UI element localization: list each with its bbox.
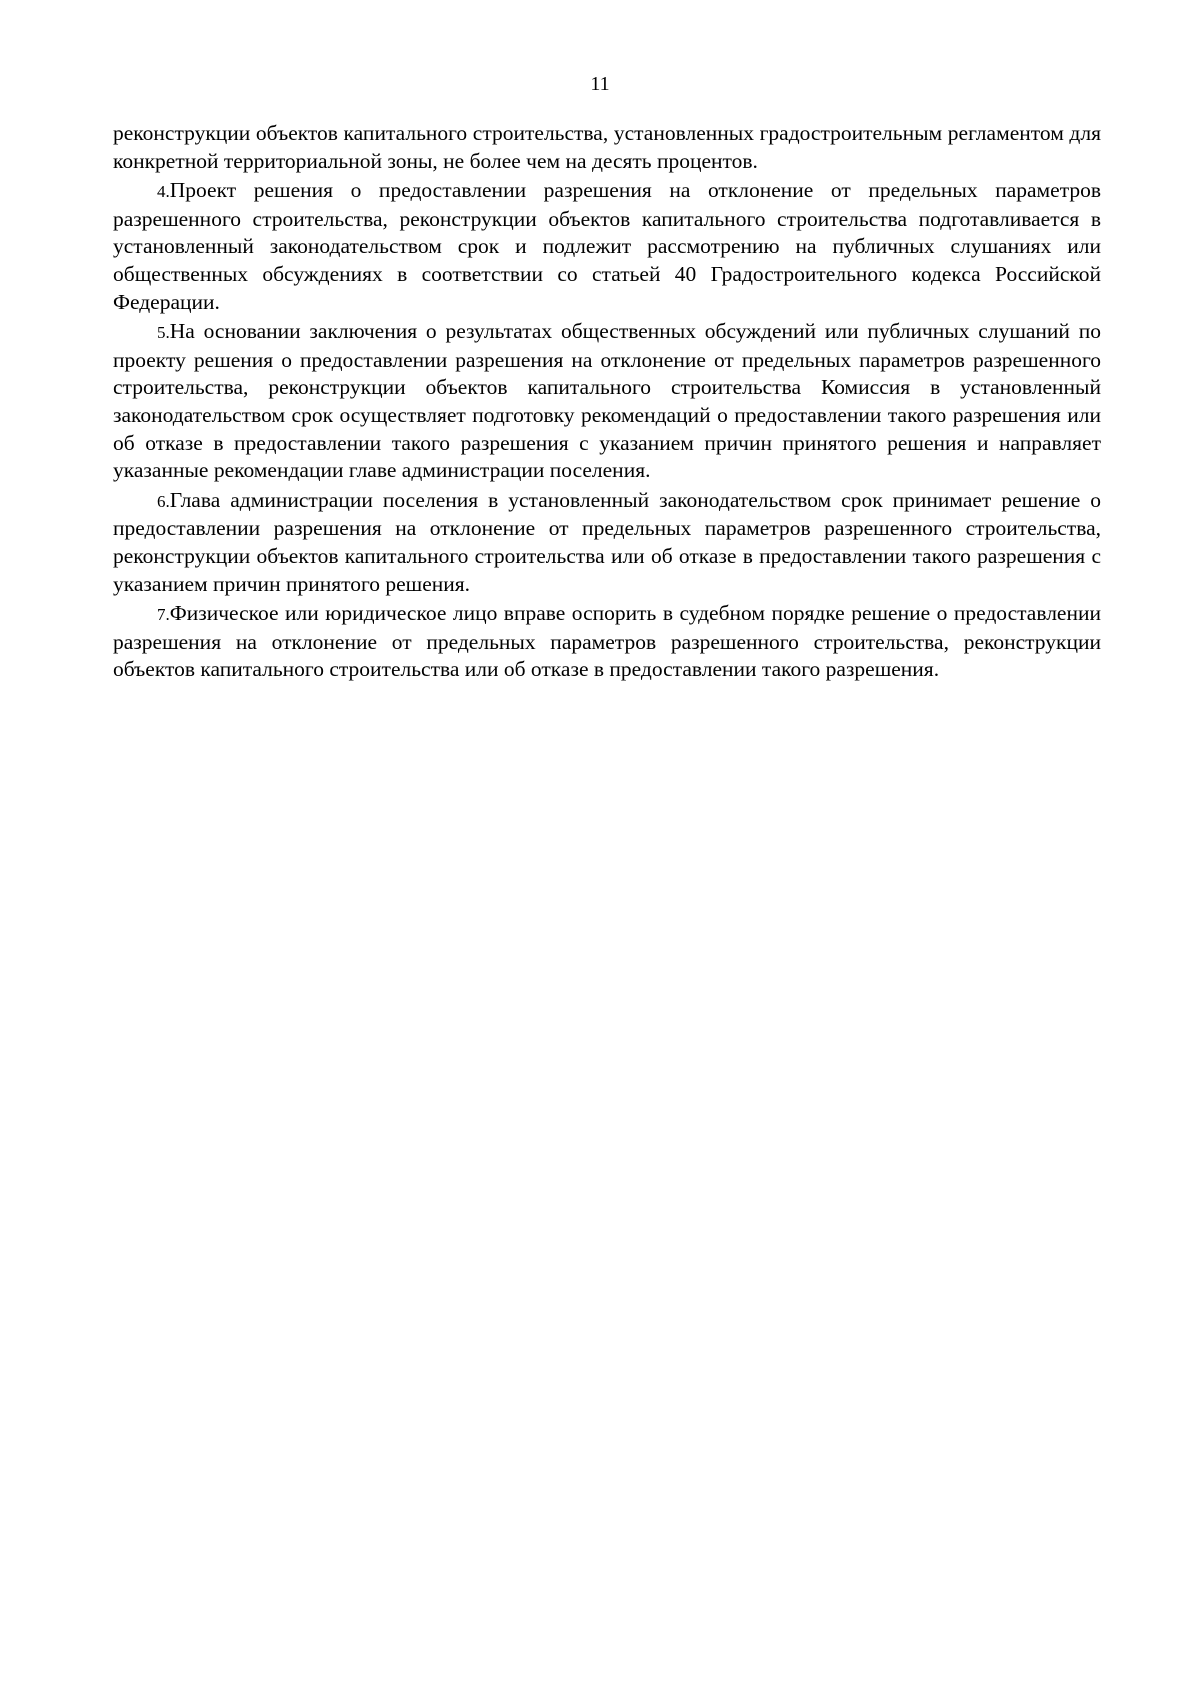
document-body [113,120,1101,686]
paragraph-4 [113,177,1101,316]
paragraph-text: Проект решения о предоставлении разрешения на отклонение от предельных параметров разрешенного строительства, реконструкции объектов капитального строительства подготавливается в установленный законодательством срок и подлежит рассмотрению на публичных слушаниях или общественных обсуждениях в соответствии со статьей 40 Градостроительного кодекса Российской Федерации. [113,178,1101,314]
paragraph-continuation [113,120,1101,175]
paragraph-text: Глава администрации поселения в установленный законодательством срок принимает решение о предоставлении разрешения на отклонение от предельных параметров разрешенного строительства, реконструкции объектов капитального строительства или об отказе в предоставлении такого разрешения с указанием причин принятого решения. [113,487,1101,596]
page-number: 11 [590,73,610,95]
paragraph-text: На основании заключения о результатах общественных обсуждений или публичных слушаний по проекту решения о предоставлении разрешения на отклонение от предельных параметров разрешенного строительства, реконструкции объектов капитального строительства Комиссия в установленный законодательством срок осуществляет подготовку рекомендаций о предоставлении такого разрешения или об отказе в предоставлении такого разрешения с указанием причин принятого решения и направляет указанные рекомендации главе администрации поселения. [113,319,1101,483]
paragraph-number: 6. [157,491,170,511]
paragraph-number: 5. [157,323,170,343]
paragraph-number: 7. [157,605,170,625]
paragraph-7 [113,600,1101,684]
paragraph-5 [113,318,1101,485]
paragraph-text: реконструкции объектов капитального строительства, установленных градостроительным регламентом для конкретной территориальной зоны, не более чем на десять процентов. [113,121,1101,173]
paragraph-number: 4. [157,182,170,202]
paragraph-6 [113,487,1101,598]
paragraph-text: Физическое или юридическое лицо вправе оспорить в судебном порядке решение о предоставлении разрешения на отклонение от предельных параметров разрешенного строительства, реконструкции объектов капитального строительства или об отказе в предоставлении такого разрешения. [113,601,1101,682]
